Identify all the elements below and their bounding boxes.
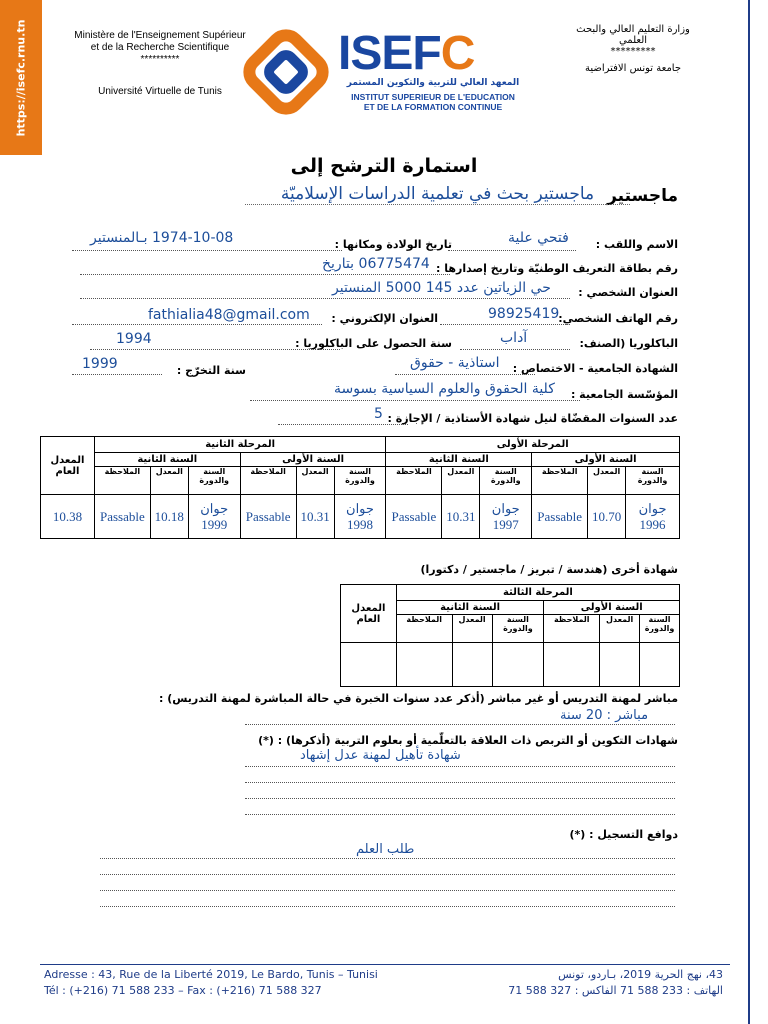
col-avg: المعدل <box>150 467 188 495</box>
col-avg: المعدل <box>442 467 480 495</box>
grades-table-cycle <box>40 436 680 539</box>
col-obs: الملاحظة <box>240 467 296 495</box>
p1y1-session: جوان 1996 <box>626 495 680 539</box>
logo-wordmark: ISEFC <box>338 27 475 80</box>
years-value: 5 <box>374 406 383 422</box>
teaching-value: مباشر : 20 سنة <box>560 708 649 723</box>
general-average-header: المعدل العام <box>41 437 95 495</box>
bac-year-label: سنة الحصول على الباكلوريا : <box>295 337 452 350</box>
logo-arabic-name: المعهد العالي للتربية والتكوين المستمر <box>346 78 520 88</box>
bac-value: آداب <box>500 330 528 346</box>
footer-phone-fr: Tél : (+216) 71 588 233 – Fax : (+216) 71 588 327 <box>44 984 322 997</box>
logo-emblem-icon <box>238 24 334 120</box>
col-session: السنة والدورة <box>640 615 680 643</box>
col-avg: المعدل <box>600 615 640 643</box>
col-obs: الملاحظة <box>386 467 442 495</box>
teaching-label: مباشر لمهنة التدريس أو غير مباشر (أذكر عدد سنوات الخبرة في حالة المباشرة لمهنة التدريس) : <box>159 692 678 705</box>
p2y1-obs: Passable <box>240 495 296 539</box>
table-row <box>41 495 680 539</box>
training-label: شهادات التكوين أو التربص ذات العلاقة بالتعلّمية أو بعلوم التربية (أذكرها) : (*) <box>258 734 678 747</box>
p1y1-avg: 10.70 <box>588 495 626 539</box>
form-title: استمارة الترشح إلى <box>290 155 478 177</box>
name-value: فتحي علية <box>508 230 569 246</box>
graduation-value: 1999 <box>82 356 118 372</box>
ministry-fr-stars: ********** <box>140 54 180 65</box>
footer-address-fr: Adresse : 43, Rue de la Liberté 2019, Le Bardo, Tunis – Tunisi <box>44 968 378 981</box>
website-url[interactable]: https://isefc.rnu.tn <box>14 19 28 137</box>
general-average-header-2: المعدل العام <box>341 585 397 643</box>
p2y1-avg: 10.31 <box>296 495 334 539</box>
bac-year-value: 1994 <box>116 331 152 347</box>
grades-table-third-cycle <box>340 584 680 687</box>
degree-value: استاذية - حقوق <box>410 355 500 371</box>
p3-year2-header: السنة الثانية <box>396 601 544 615</box>
col-session: السنة والدورة <box>492 615 544 643</box>
bac-label: الباكلوريا (الصنف: <box>579 337 678 350</box>
p2y2-avg: 10.18 <box>150 495 188 539</box>
ministry-ar-line1: وزارة التعليم العالي والبحث <box>576 24 690 35</box>
p2y2-session: جوان 1999 <box>188 495 240 539</box>
id-card-value: 06775474 بتاريخ <box>322 256 430 272</box>
phone-label: رقم الهاتف الشخصي: <box>558 312 678 325</box>
col-session: السنة والدورة <box>188 467 240 495</box>
years-label: عدد السنوات المقضّاة لنيل شهادة الأستاذية / الإجازة : <box>387 412 678 425</box>
p3-year1-header: السنة الأولى <box>544 601 680 615</box>
birth-label: تاريخ الولادة ومكانها : <box>334 238 452 251</box>
p1y1-obs: Passable <box>532 495 588 539</box>
footer-phone-ar: الهاتف : 233 588 71 الفاكس : 327 588 71 <box>508 984 723 997</box>
p1y2-session: جوان 1997 <box>480 495 532 539</box>
other-degree-label: شهادة أخرى (هندسة / تبريز / ماجستير / دكتورا) <box>420 563 678 576</box>
col-session: السنة والدورة <box>334 467 386 495</box>
graduation-label: سنة التخرّج : <box>176 364 246 377</box>
training-value: شهادة تأهيل لمهنة عدل إشهاد <box>300 748 461 763</box>
address-label: العنوان الشخصي : <box>578 286 678 299</box>
institution-value: كلية الحقوق والعلوم السياسية بسوسة <box>334 381 555 397</box>
ministry-fr-line1: Ministère de l'Enseignement Supérieur <box>74 30 246 41</box>
footer-rule <box>40 964 730 965</box>
right-margin-rule <box>748 0 750 1024</box>
col-avg: المعدل <box>296 467 334 495</box>
p1y2-obs: Passable <box>386 495 442 539</box>
general-average-value: 10.38 <box>41 495 95 539</box>
table-row <box>341 643 680 687</box>
email-value: fathialia48@gmail.com <box>148 307 310 323</box>
col-obs: الملاحظة <box>94 467 150 495</box>
motives-label: دوافع التسجيل : (*) <box>569 828 678 841</box>
program-value: ماجستير بحث في تعلمية الدراسات الإسلاميّة <box>245 184 630 205</box>
motives-value: طلب العلم <box>356 842 415 857</box>
phase2-header: المرحلة الثانية <box>94 437 386 453</box>
id-card-label: رقم بطاقة التعريف الوطنيّة وتاريخ إصدارها : <box>436 262 678 275</box>
program-label: ماجستير <box>607 186 678 206</box>
phone-value: 98925419 <box>488 306 560 322</box>
col-session: السنة والدورة <box>626 467 680 495</box>
phase1-header: المرحلة الأولى <box>386 437 680 453</box>
university-fr: Université Virtuelle de Tunis <box>98 86 222 97</box>
isefc-logo <box>238 22 528 132</box>
logo-fr-name-1: INSTITUT SUPERIEUR DE L'EDUCATION <box>351 92 515 102</box>
p1y2-avg: 10.31 <box>442 495 480 539</box>
col-obs: الملاحظة <box>544 615 600 643</box>
p1-year1-header: السنة الأولى <box>532 453 680 467</box>
p2-year1-header: السنة الأولى <box>240 453 386 467</box>
p1-year2-header: السنة الثانية <box>386 453 532 467</box>
address-value: حي الزياتين عدد 145 5000 المنستير <box>332 280 551 296</box>
ministry-ar-stars: ********* <box>610 46 656 57</box>
ministry-fr-line2: et de la Recherche Scientifique <box>90 42 230 53</box>
col-avg: المعدل <box>588 467 626 495</box>
university-ar: جامعة تونس الافتراضية <box>584 63 682 74</box>
ministry-ar-line2: العلمي <box>618 35 648 46</box>
phase3-header: المرحلة الثالثة <box>396 585 679 601</box>
p2y2-obs: Passable <box>94 495 150 539</box>
footer-address-ar: 43، نهج الحرية 2019، بـاردو، تونس <box>558 968 723 981</box>
logo-fr-name-2: ET DE LA FORMATION CONTINUE <box>363 102 503 112</box>
p2y1-session: جوان 1998 <box>334 495 386 539</box>
name-label: الاسم واللقب : <box>595 238 678 251</box>
col-obs: الملاحظة <box>532 467 588 495</box>
col-obs: الملاحظة <box>396 615 452 643</box>
col-session: السنة والدورة <box>480 467 532 495</box>
side-band <box>0 0 42 155</box>
institution-label: المؤسّسة الجامعية : <box>570 388 678 401</box>
p2-year2-header: السنة الثانية <box>94 453 240 467</box>
degree-label: الشهادة الجامعية - الاختصاص : <box>512 362 678 375</box>
email-label: العنوان الإلكتروني : <box>331 312 438 325</box>
col-avg: المعدل <box>452 615 492 643</box>
birth-value: 1974-10-08 بـالمنستير <box>90 230 234 246</box>
